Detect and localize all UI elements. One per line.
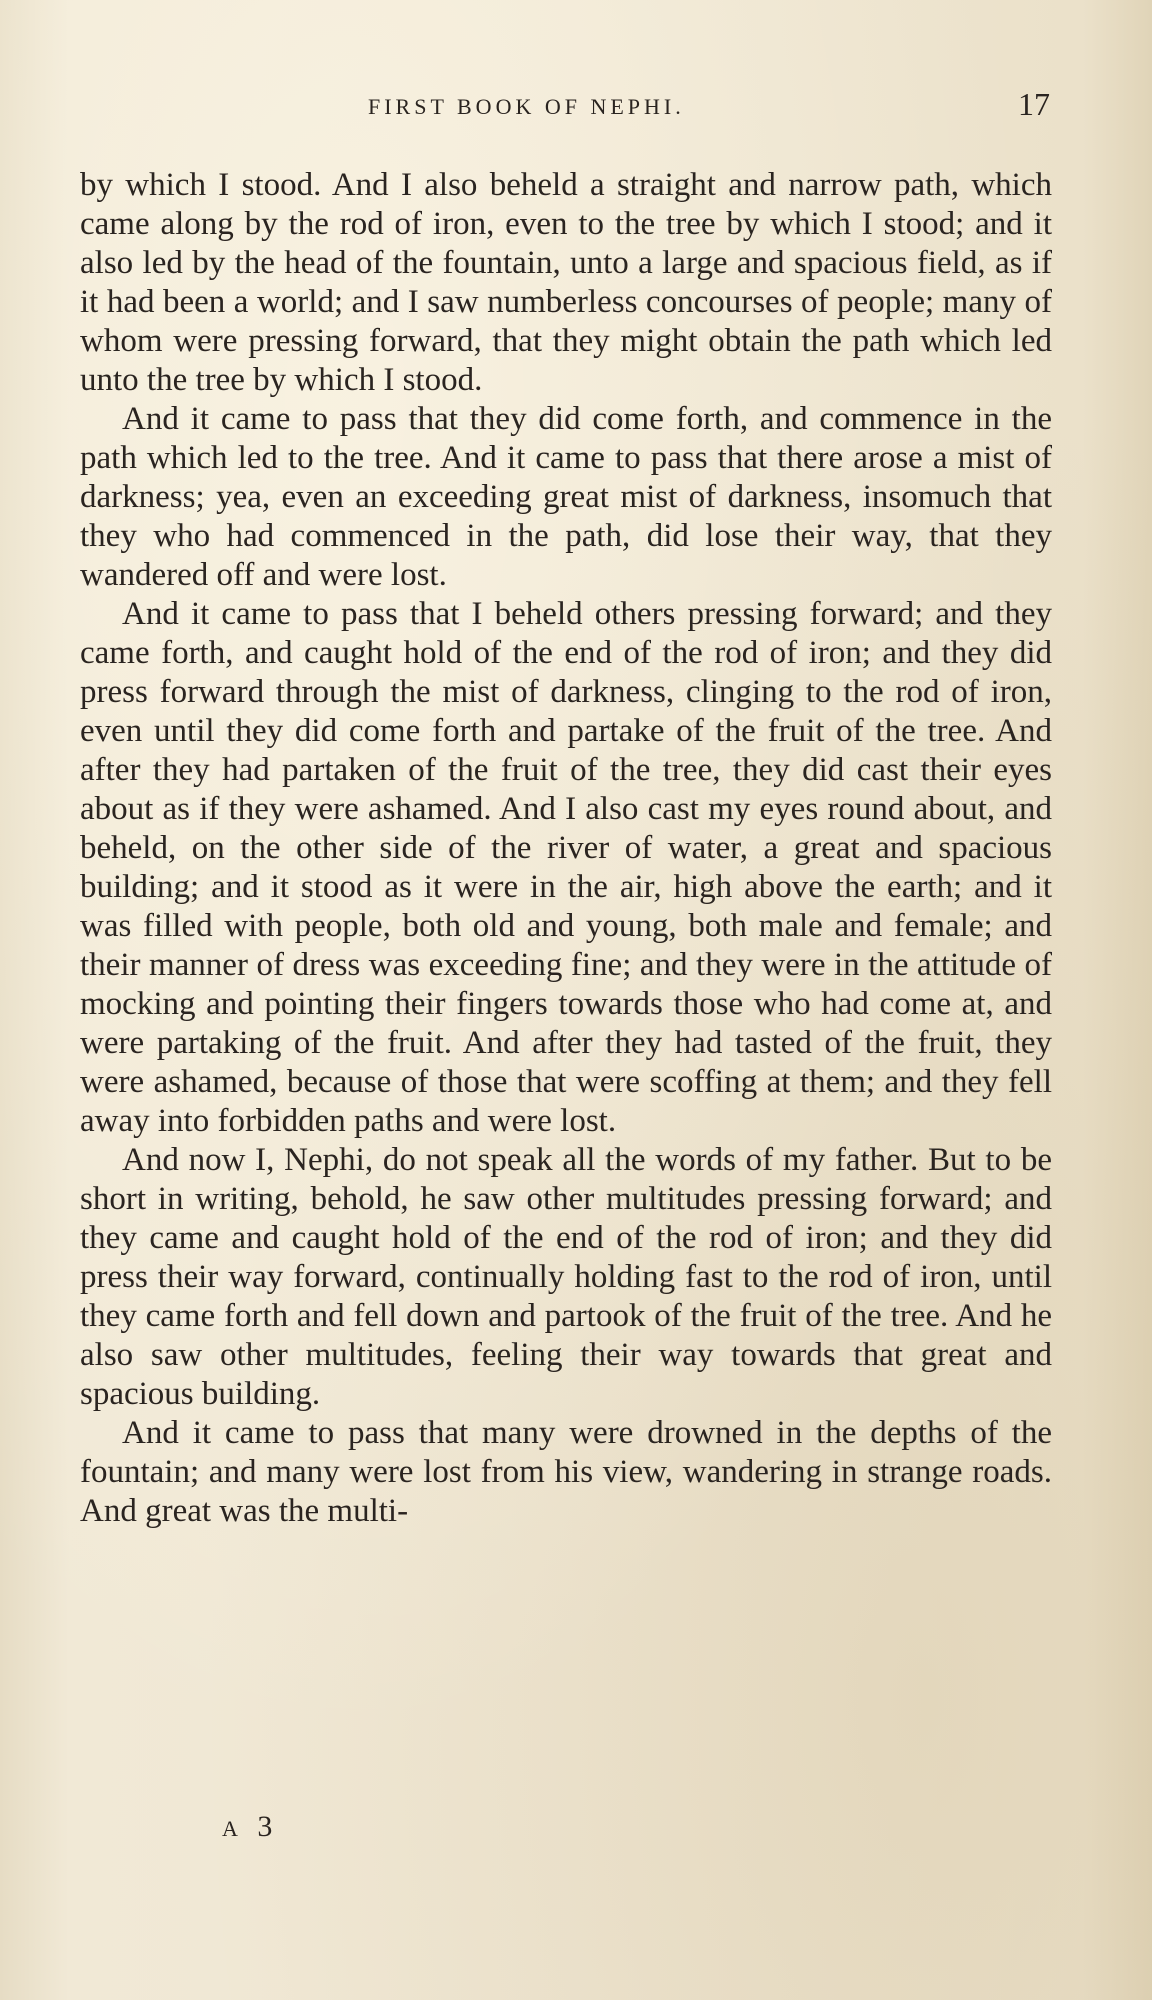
signature-letter: A [222, 1816, 244, 1841]
paragraph-5: And it came to pass that many were drowned in the depths of the fountain; and many were lost from his view, wandering in strange roads. And great was the multi- [80, 1415, 1052, 1529]
page-number: 17 [1018, 86, 1050, 122]
body-text [80, 166, 1052, 1531]
paragraph-4: And now I, Nephi, do not speak all the words of my father. But to be short in writing, behold, he saw other multitudes pressing forward; and they came and caught hold of the end of the rod of iron; and they did press their way forward, continually holding fast to the rod of iron, until they came forth and fell down and partook of the fruit of the tree. And he also saw other multitudes, feeling their way towards that great and spacious building. [80, 1142, 1052, 1412]
paragraph-1: by which I stood. And I also beheld a straight and narrow path, which came along by the rod of iron, even to the tree by which I stood; and it also led by the head of the fountain, unto a large and spacious field, as if it had been a world; and I saw numberless concourses of people; many of whom were pressing forward, that they might obtain the path which led unto the tree by which I stood. [80, 167, 1052, 398]
signature-mark [222, 1810, 278, 1844]
signature-number: 3 [257, 1810, 279, 1843]
paragraph-3: And it came to pass that I beheld others pressing forward; and they came forth, and caught hold of the end of the rod of iron; and they did press forward through the mist of darkness, clinging to the rod of iron, even until they did come forth and partake of the fruit of the tree. And after they had partaken of the fruit of the tree, they did cast their eyes about as if they were ashamed. And I also cast my eyes round about, and beheld, on the other side of the river of water, a great and spacious building; and it stood as it were in the air, high above the earth; and it was filled with people, both old and young, both male and female; and their manner of dress was exceeding fine; and they were in the attitude of mocking and pointing their fingers towards those who had come at, and were partaking of the fruit. And after they had tasted of the fruit, they were ashamed, because of those that were scoffing at them; and they fell away into forbidden paths and were lost. [80, 596, 1052, 1139]
running-head: FIRST BOOK OF NEPHI. [368, 94, 685, 119]
page-header [0, 86, 1152, 130]
paragraph-2: And it came to pass that they did come forth, and commence in the path which led to the tree. And it came to pass that there arose a mist of darkness; yea, even an exceeding great mist of darkness, insomuch that they who had commenced in the path, did lose their way, that they wandered off and were lost. [80, 401, 1052, 593]
